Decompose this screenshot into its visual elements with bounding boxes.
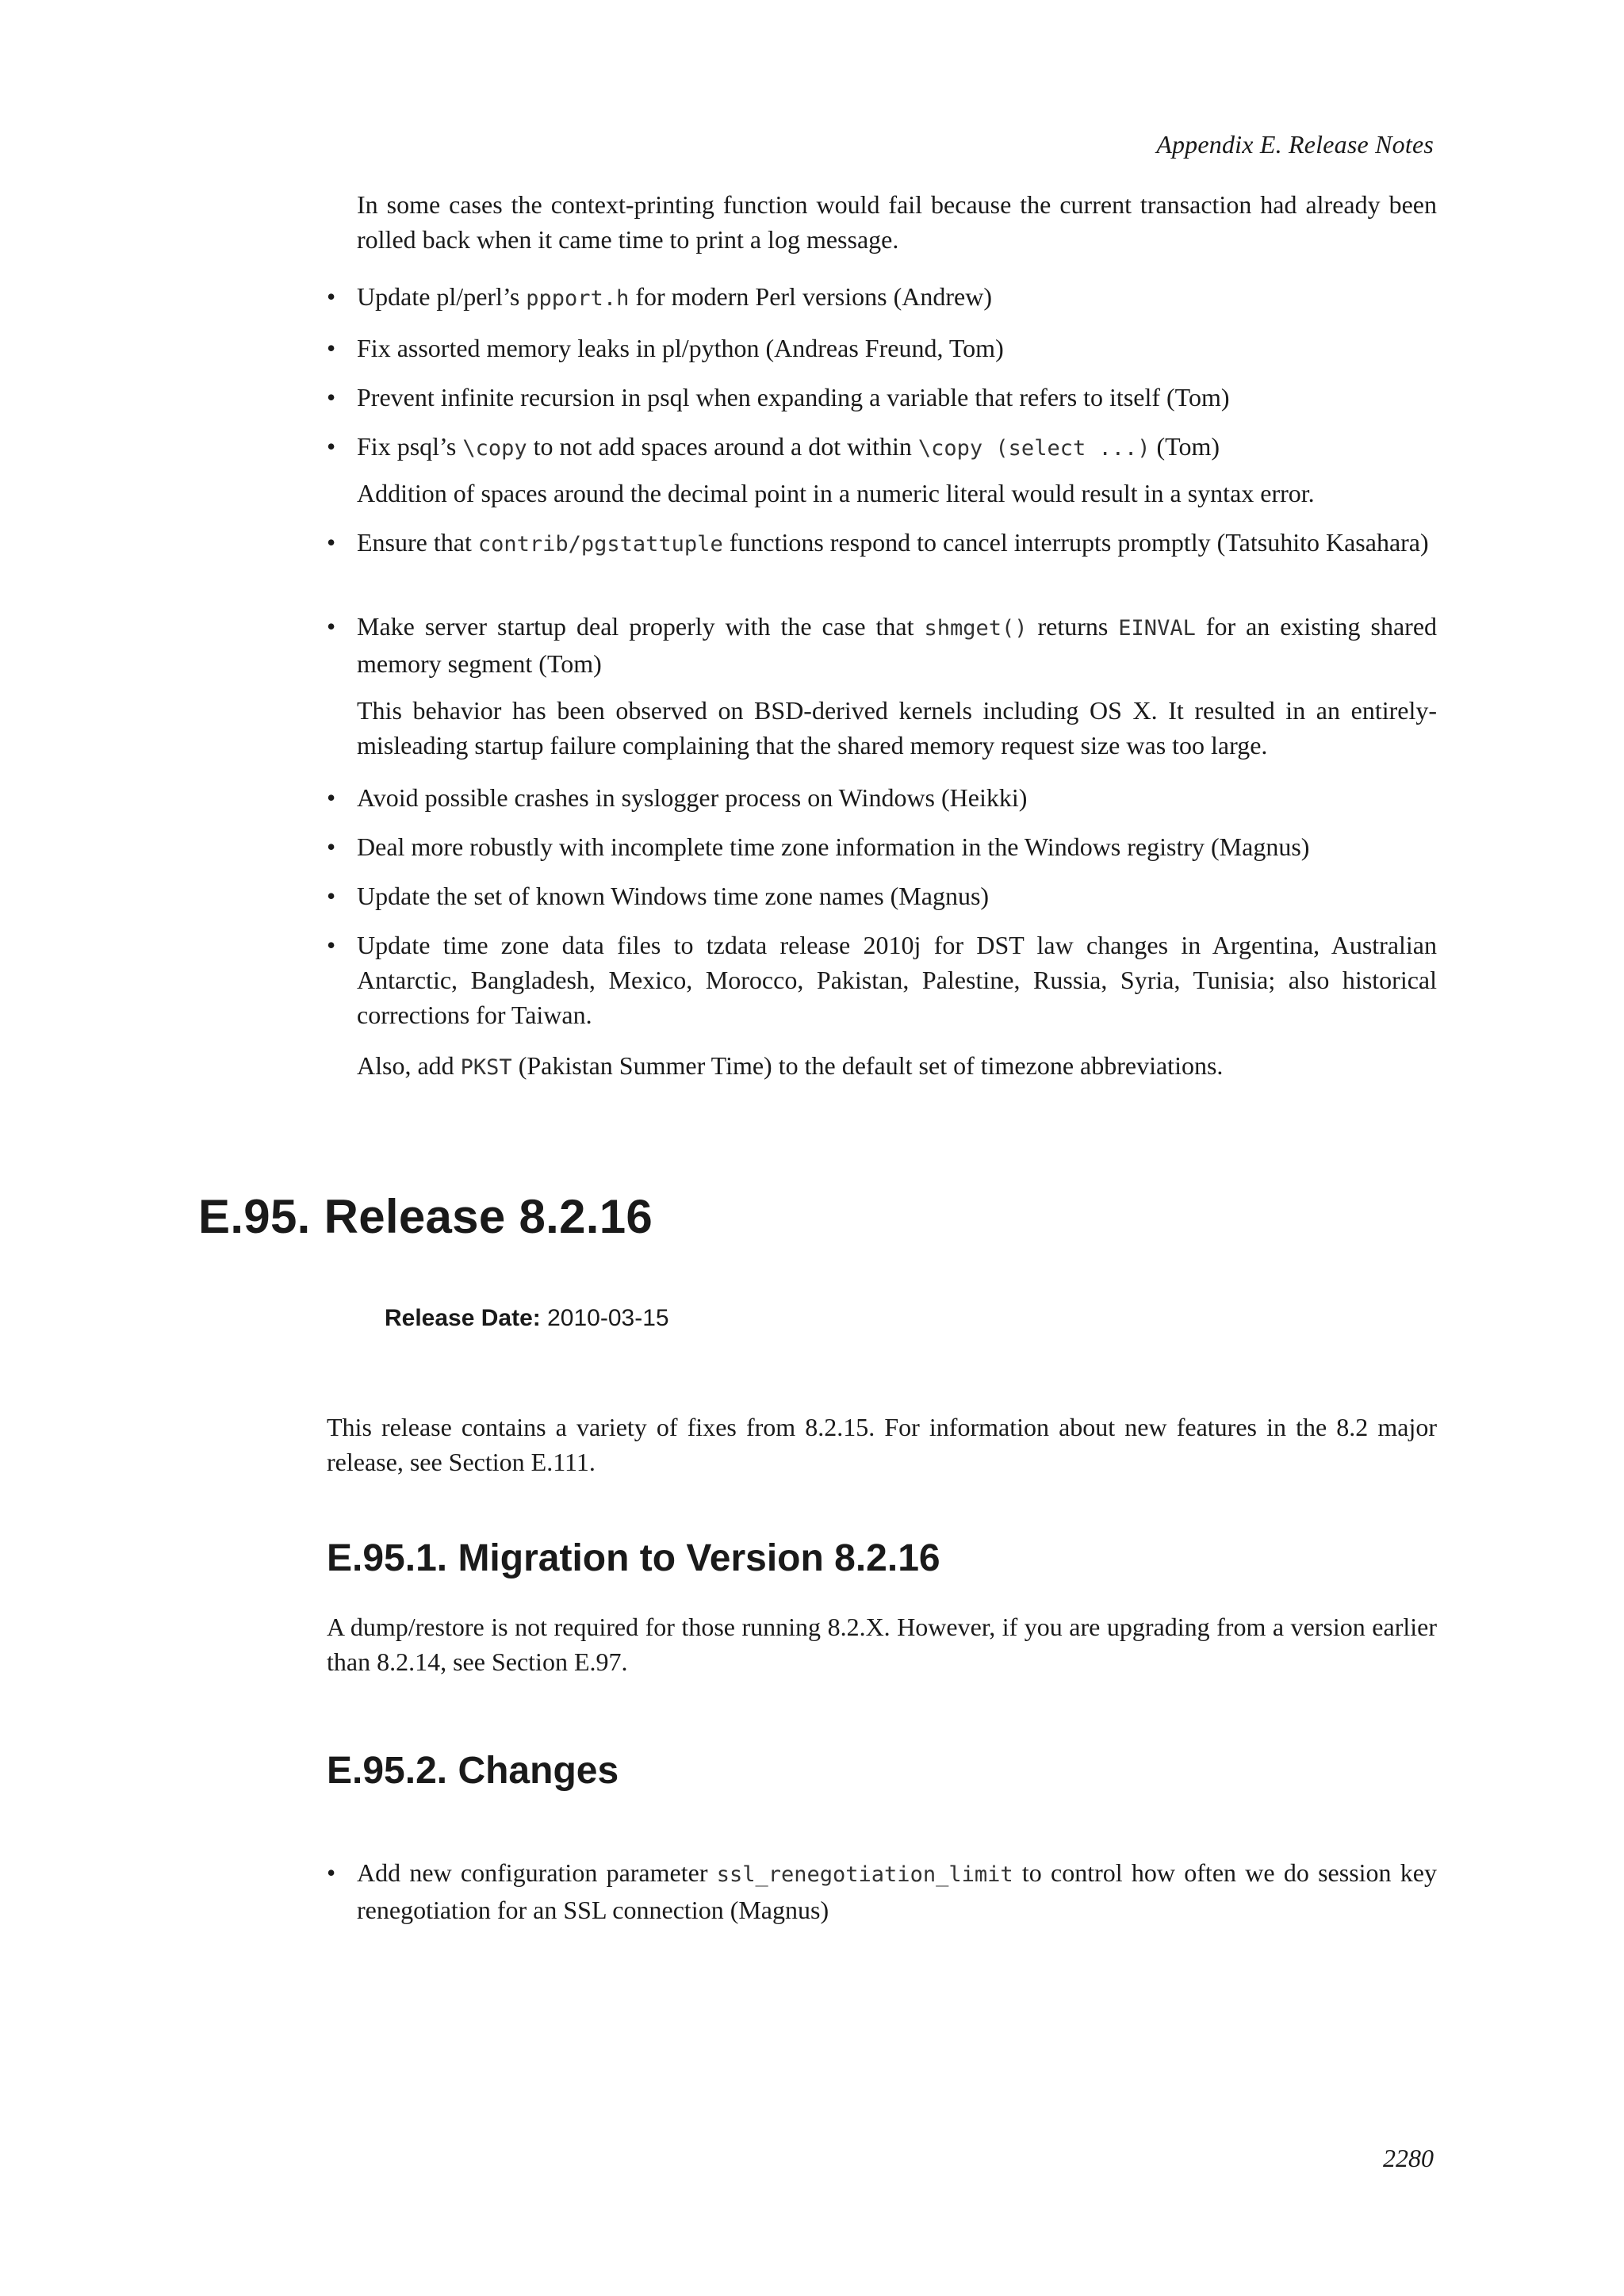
list-item: • Avoid possible crashes in syslogger process on Windows (Heikki) bbox=[327, 780, 1437, 815]
list-item: • Make server startup deal properly with the case that shmget() returns EINVAL for an existing shared memory segment (Tom) bbox=[327, 609, 1437, 681]
list-item: • Ensure that contrib/pgstattuple functions respond to cancel interrupts promptly (Tatsuhito Kasahara) bbox=[327, 525, 1437, 562]
list-item: • Update pl/perl’s ppport.h for modern Perl versions (Andrew) bbox=[327, 279, 1437, 316]
bullet-icon: • bbox=[327, 528, 336, 557]
list-item: • Fix assorted memory leaks in pl/python (Andreas Freund, Tom) bbox=[327, 331, 1437, 365]
bullet-icon: • bbox=[327, 931, 336, 959]
copy-note-paragraph: Addition of spaces around the decimal point in a numeric literal would result in a syntax error. bbox=[357, 479, 1315, 507]
inline-code: PKST bbox=[460, 1055, 512, 1080]
inline-code: EINVAL bbox=[1118, 616, 1196, 641]
continuation-paragraph: In some cases the context-printing function would fail because the current transaction had already been rolled back when it came time to print a log message. bbox=[357, 190, 1437, 254]
list-item: • Deal more robustly with incomplete time zone information in the Windows registry (Magnus) bbox=[327, 829, 1437, 864]
bullet-icon: • bbox=[327, 334, 336, 362]
bullet-icon: • bbox=[327, 832, 336, 861]
inline-code: ppport.h bbox=[526, 286, 630, 311]
migration-paragraph: A dump/restore is not required for those running 8.2.X. However, if you are upgrading from a version earlier than 8.2.14, see Section E.97. bbox=[327, 1613, 1437, 1676]
bullet-list-top bbox=[327, 279, 1437, 466]
release-date-value: 2010-03-15 bbox=[547, 1305, 669, 1331]
page-number: 2280 bbox=[1383, 2144, 1434, 2172]
intro-paragraph: This release contains a variety of fixes from 8.2.15. For information about new features in the 8.2 major release, see Section E.111. bbox=[327, 1413, 1437, 1476]
section-title: E.95. Release 8.2.16 bbox=[198, 1190, 653, 1243]
bullet-icon: • bbox=[327, 882, 336, 910]
list-item: • Update time zone data files to tzdata release 2010j for DST law changes in Argentina, Australian Antarctic, Bangladesh, Mexico, Morocco, Pakistan, Palestine, Russia, Syria, Tunisia; also historical corrections for Taiwan. bbox=[327, 928, 1437, 1032]
bullet-list-pgstattuple bbox=[327, 525, 1437, 562]
bullet-icon: • bbox=[327, 383, 336, 411]
shmget-note-paragraph: This behavior has been observed on BSD-derived kernels including OS X. It resulted in an entirely-misleading startup failure complaining that the shared memory request size was too large. bbox=[357, 696, 1437, 760]
inline-code: \copy (select ...) bbox=[917, 436, 1151, 461]
tz-note-paragraph: Also, add PKST (Pakistan Summer Time) to the default set of timezone abbreviations. bbox=[357, 1051, 1224, 1080]
bullet-icon: • bbox=[327, 783, 336, 812]
inline-code: shmget() bbox=[924, 616, 1028, 641]
inline-code: contrib/pgstattuple bbox=[477, 532, 723, 557]
bullet-list-mid bbox=[327, 780, 1437, 1032]
list-item: • Update the set of known Windows time zone names (Magnus) bbox=[327, 878, 1437, 913]
bullet-list-shmget bbox=[327, 609, 1437, 681]
bullet-list-changes bbox=[327, 1855, 1437, 1927]
bullet-icon: • bbox=[327, 612, 336, 641]
bullet-icon: • bbox=[327, 432, 336, 461]
list-item: • Prevent infinite recursion in psql when expanding a variable that refers to itself (Tom) bbox=[327, 380, 1437, 415]
release-date bbox=[385, 1305, 669, 1332]
release-date-label: Release Date: bbox=[385, 1305, 541, 1331]
list-item: • Add new configuration parameter ssl_renegotiation_limit to control how often we do session key renegotiation for an SSL connection (Magnus) bbox=[327, 1855, 1437, 1927]
bullet-icon: • bbox=[327, 1858, 336, 1887]
inline-code: \copy bbox=[462, 436, 527, 461]
changes-heading: E.95.2. Changes bbox=[327, 1750, 619, 1792]
list-item: • Fix psql’s \copy to not add spaces around a dot within \copy (select ...) (Tom) bbox=[327, 429, 1437, 466]
migration-heading: E.95.1. Migration to Version 8.2.16 bbox=[327, 1537, 940, 1579]
running-header: Appendix E. Release Notes bbox=[1156, 130, 1434, 159]
bullet-icon: • bbox=[327, 282, 336, 311]
inline-code: ssl_renegotiation_limit bbox=[716, 1862, 1013, 1887]
